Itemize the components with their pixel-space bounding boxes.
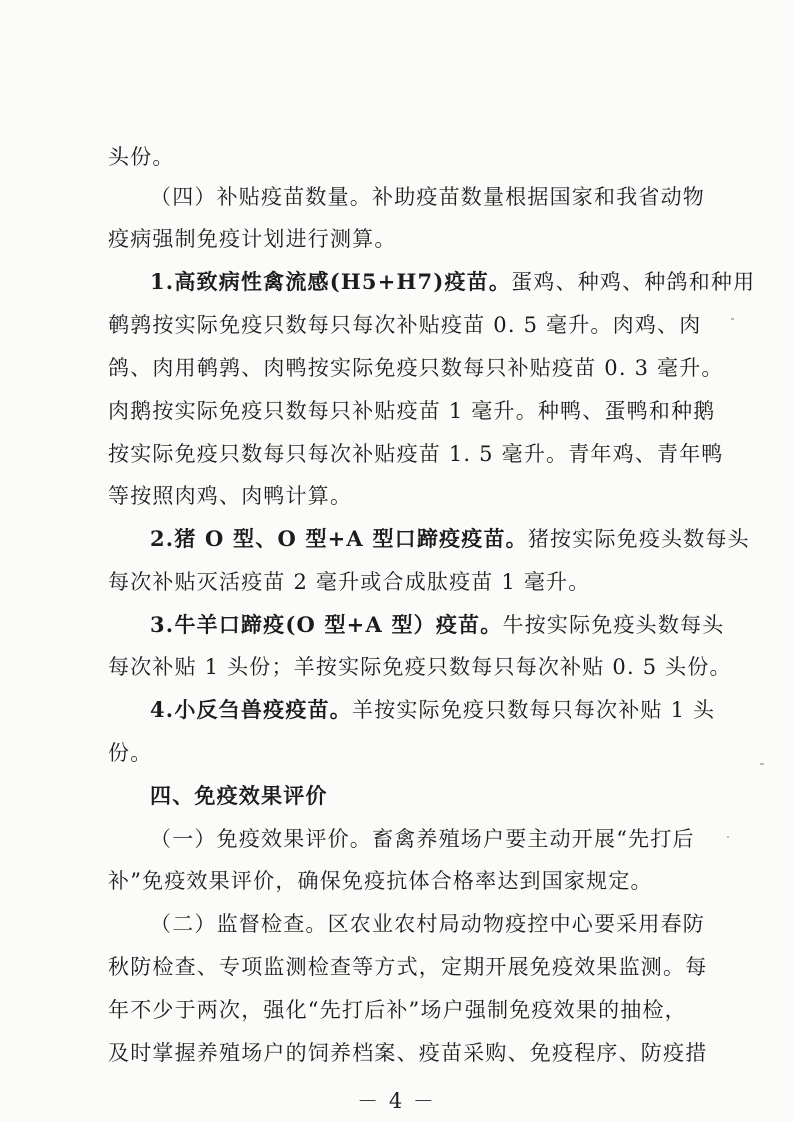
body-line: 肉鹅按实际免疫只数每只补贴疫苗 1 毫升。种鸭、蛋鸭和种鹅 [108, 399, 716, 423]
page-number: － 4 － [357, 1089, 436, 1113]
section-heading-4: 四、免疫效果评价 [150, 783, 328, 808]
body-line: 补”免疫效果评价，确保免疫抗体合格率达到国家规定。 [108, 869, 653, 893]
scan-speck [727, 836, 729, 838]
body-line: 份。 [108, 741, 153, 765]
body-line: 疫病强制免疫计划进行测算。 [108, 227, 397, 251]
scan-speck [731, 318, 734, 320]
body-line: 秋防检查、专项监测检查等方式，定期开展免疫效果监测。每 [108, 955, 708, 979]
subsection-1: （一）免疫效果评价。畜禽养殖场户要主动开展“先打后 [150, 827, 695, 851]
item-4-ppr: 4.小反刍兽疫疫苗。羊按实际免疫只数每只每次补贴 1 头 [150, 697, 716, 722]
scan-speck [760, 763, 764, 765]
item-3-cattle-sheep-fmd: 3.牛羊口蹄疫(O 型+A 型）疫苗。牛按实际免疫头数每头 [150, 612, 725, 637]
body-line: 每次补贴灭活疫苗 2 毫升或合成肽疫苗 1 毫升。 [108, 570, 591, 594]
body-line: 按实际免疫只数每只每次补贴疫苗 1. 5 毫升。青年鸡、青年鸭 [108, 442, 724, 466]
body-line: 鹌鹑按实际免疫只数每只每次补贴疫苗 0. 5 毫升。肉鸡、肉 [108, 313, 702, 337]
inline-heading: 1.高致病性禽流感(H5+H7)疫苗。 [150, 269, 512, 294]
inline-heading: 4.小反刍兽疫疫苗。 [150, 697, 352, 722]
body-line: 每次补贴 1 头份；羊按实际免疫只数每只每次补贴 0. 5 头份。 [108, 655, 732, 679]
body-line: 鸽、肉用鹌鹑、肉鸭按实际免疫只数每只补贴疫苗 0. 3 毫升。 [108, 356, 724, 380]
section-4-subsidy-quantity: （四）补贴疫苗数量。补助疫苗数量根据国家和我省动物 [150, 185, 705, 209]
body-line: 等按照肉鸡、肉鸭计算。 [108, 484, 353, 508]
inline-heading: 2.猪 O 型、O 型+A 型口蹄疫疫苗。 [150, 526, 528, 551]
item-1-avian-influenza: 1.高致病性禽流感(H5+H7)疫苗。蛋鸡、种鸡、种鸽和种用 [150, 269, 756, 294]
body-line: 头份。 [108, 145, 175, 169]
inline-heading: 3.牛羊口蹄疫(O 型+A 型）疫苗。 [150, 612, 503, 637]
subsection-2: （二）监督检查。区农业农村局动物疫控中心要采用春防 [150, 912, 705, 936]
body-line: 年不少于两次，强化“先打后补”场户强制免疫效果的抽检， [108, 998, 687, 1022]
inline-heading: （四）补贴疫苗数量。 [150, 185, 372, 209]
body-line: 及时掌握养殖场户的饲养档案、疫苗采购、免疫程序、防疫措 [108, 1041, 708, 1065]
item-2-pig-fmd: 2.猪 O 型、O 型+A 型口蹄疫疫苗。猪按实际免疫头数每头 [150, 526, 750, 551]
